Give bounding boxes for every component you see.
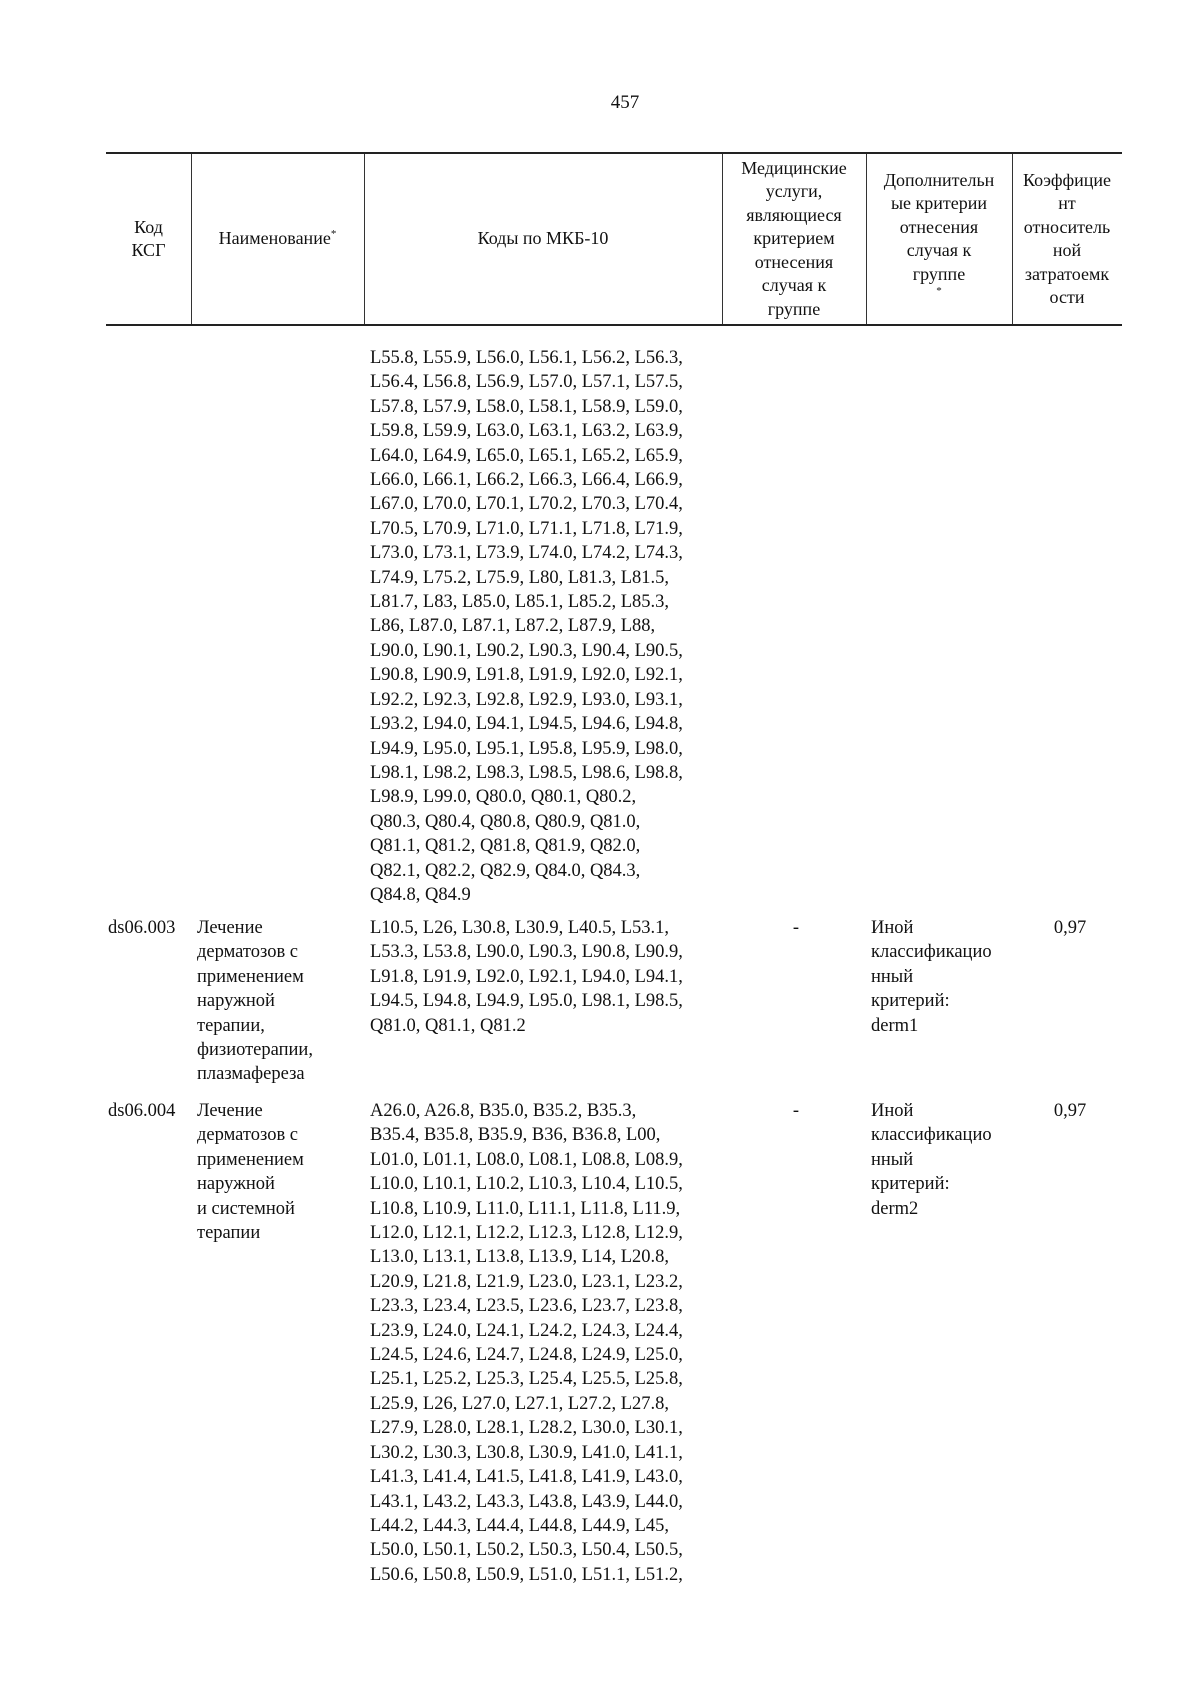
text-line: L57.8, L57.9, L58.0, L58.1, L58.9, L59.0, — [370, 396, 683, 417]
text-line: отнесения — [899, 216, 979, 237]
text-line: относитель — [1023, 216, 1111, 237]
ksg-code: ds06.004 — [108, 1101, 176, 1121]
text-line: L13.0, L13.1, L13.8, L13.9, L14, L20.8, — [370, 1247, 670, 1268]
text-line: L44.2, L44.3, L44.4, L44.8, L44.9, L45, — [370, 1515, 670, 1536]
text-line: L01.0, L01.1, L08.0, L08.1, L08.8, L08.9, — [370, 1149, 683, 1170]
text-line: нный — [871, 1149, 914, 1170]
text-line: и системной — [197, 1198, 295, 1219]
text-line: L10.5, L26, L30.8, L30.9, L40.5, L53.1, — [370, 918, 670, 938]
ksg-name — [197, 916, 362, 1087]
text-line: L23.9, L24.0, L24.1, L24.2, L24.3, L24.4, — [370, 1320, 683, 1341]
text-line: L12.0, L12.1, L12.2, L12.3, L12.8, L12.9, — [370, 1223, 683, 1244]
text-line: L70.5, L70.9, L71.0, L71.1, L71.8, L71.9, — [370, 518, 683, 539]
text-line: L86, L87.0, L87.1, L87.2, L87.9, L88, — [370, 616, 656, 637]
text-line: L10.8, L10.9, L11.0, L11.1, L11.8, L11.9, — [370, 1198, 681, 1219]
text-line: Иной — [871, 1101, 914, 1121]
text-line: затратоемк — [1024, 263, 1110, 284]
text-line: B35.4, B35.8, B35.9, B36, B36.8, L00, — [370, 1125, 661, 1146]
icd-codes — [370, 346, 730, 907]
text-line: L91.8, L91.9, L92.0, L92.1, L94.0, L94.1, — [370, 966, 683, 987]
text-line: L41.3, L41.4, L41.5, L41.8, L41.9, L43.0, — [370, 1467, 683, 1488]
text-line: L64.0, L64.9, L65.0, L65.1, L65.2, L65.9, — [370, 445, 683, 466]
text-line: A26.0, A26.8, B35.0, B35.2, B35.3, — [370, 1101, 637, 1121]
header-code — [106, 154, 191, 324]
text-line: L56.4, L56.8, L56.9, L57.0, L57.1, L57.5, — [370, 372, 683, 393]
text-line: физиотерапии, — [197, 1040, 313, 1061]
text-line: случая к — [761, 275, 827, 296]
text-line: являющиеся — [746, 204, 842, 225]
page-number: 457 — [610, 92, 640, 113]
text-line: L25.1, L25.2, L25.3, L25.4, L25.5, L25.8, — [370, 1369, 683, 1390]
text-line: L55.8, L55.9, L56.0, L56.1, L56.2, L56.3, — [370, 348, 683, 368]
text-line: группе — [767, 298, 821, 319]
header-icd: Коды по МКБ-10 — [477, 228, 609, 249]
text-line: derm1 — [871, 1015, 919, 1036]
text-line: случая к — [906, 240, 972, 260]
text-line: Коэффицие — [1022, 169, 1112, 190]
text-line: L73.0, L73.1, L73.9, L74.0, L74.2, L74.3, — [370, 543, 683, 564]
text-line: применением — [197, 966, 304, 987]
text-line: L74.9, L75.2, L75.9, L80, L81.3, L81.5, — [370, 567, 670, 588]
header-name: Наименование* — [218, 228, 337, 249]
table-header — [106, 152, 1122, 326]
text-line: derm2 — [871, 1198, 919, 1219]
text-line: L25.9, L26, L27.0, L27.1, L27.2, L27.8, — [370, 1393, 670, 1414]
text-line: L67.0, L70.0, L70.1, L70.2, L70.3, L70.4, — [370, 494, 683, 515]
coefficient-value: 0,97 — [1053, 1101, 1087, 1121]
text-line: Q80.3, Q80.4, Q80.8, Q80.9, Q81.0, — [370, 811, 641, 832]
text-line: КСГ — [131, 240, 166, 260]
text-line: терапии — [197, 1223, 261, 1244]
text-line: терапии, — [197, 1015, 265, 1036]
coefficient-value: 0,97 — [1053, 918, 1087, 938]
text-line: L50.0, L50.1, L50.2, L50.3, L50.4, L50.5, — [370, 1540, 683, 1561]
icd-codes — [370, 916, 730, 1038]
criteria-value — [871, 1099, 1021, 1221]
text-line: Q81.0, Q81.1, Q81.2 — [370, 1015, 526, 1036]
text-line: L93.2, L94.0, L94.1, L94.5, L94.6, L94.8, — [370, 714, 683, 735]
text-line: L24.5, L24.6, L24.7, L24.8, L24.9, L25.0, — [370, 1345, 683, 1366]
text-line: L20.9, L21.8, L21.9, L23.0, L23.1, L23.2, — [370, 1271, 683, 1292]
text-line: Дополнительн — [883, 169, 995, 190]
text-line: L81.7, L83, L85.0, L85.1, L85.2, L85.3, — [370, 592, 670, 613]
text-line: наружной — [197, 1174, 275, 1195]
text-line: Код — [134, 216, 163, 237]
text-line: L90.8, L90.9, L91.8, L91.9, L92.0, L92.1, — [370, 665, 683, 686]
services-value: - — [792, 918, 800, 938]
text-line: применением — [197, 1149, 304, 1170]
criteria-value — [871, 916, 1021, 1038]
text-line: L59.8, L59.9, L63.0, L63.1, L63.2, L63.9, — [370, 421, 683, 442]
header-services — [722, 154, 866, 324]
text-line: Q82.1, Q82.2, Q82.9, Q84.0, Q84.3, — [370, 860, 641, 881]
text-line: нт — [1058, 193, 1076, 213]
services-value: - — [792, 1101, 800, 1121]
text-line: ной — [1052, 240, 1082, 260]
text-line: Q84.8, Q84.9 — [370, 884, 471, 905]
text-line: отнесения — [754, 251, 834, 272]
text-line: критерием — [753, 228, 835, 249]
text-line: Иной — [871, 918, 914, 938]
text-line: ости — [1049, 287, 1085, 307]
icd-codes — [370, 1099, 730, 1587]
text-line: L92.2, L92.3, L92.8, L92.9, L93.0, L93.1, — [370, 689, 683, 710]
text-line: L90.0, L90.1, L90.2, L90.3, L90.4, L90.5, — [370, 640, 683, 661]
text-line: Медицинские — [741, 157, 847, 178]
ksg-name — [197, 1099, 362, 1245]
text-line: дерматозов с — [197, 942, 299, 963]
text-line: плазмафереза — [197, 1064, 305, 1085]
text-line: критерий: — [871, 1174, 950, 1195]
text-line: L53.3, L53.8, L90.0, L90.3, L90.8, L90.9, — [370, 942, 683, 963]
text-line: ые критерии — [890, 193, 988, 213]
text-line: нный — [871, 966, 914, 987]
text-line: L23.3, L23.4, L23.5, L23.6, L23.7, L23.8, — [370, 1296, 683, 1317]
text-line: L98.9, L99.0, Q80.0, Q80.1, Q80.2, — [370, 787, 637, 808]
text-line: услуги, — [765, 181, 823, 202]
text-line: L94.5, L94.8, L94.9, L95.0, L98.1, L98.5, — [370, 991, 683, 1012]
text-line: критерий: — [871, 991, 950, 1012]
text-line: L10.0, L10.1, L10.2, L10.3, L10.4, L10.5, — [370, 1174, 683, 1195]
header-criteria: Дополнительн ые критерии отнесения случая к группе * — [883, 169, 995, 297]
text-line: L94.9, L95.0, L95.1, L95.8, L95.9, L98.0, — [370, 738, 683, 759]
ksg-code: ds06.003 — [108, 918, 176, 938]
text-line: Лечение — [197, 918, 263, 938]
text-line: L98.1, L98.2, L98.3, L98.5, L98.6, L98.8, — [370, 762, 683, 783]
text-line: L43.1, L43.2, L43.3, L43.8, L43.9, L44.0, — [370, 1491, 683, 1512]
text-line: L27.9, L28.0, L28.1, L28.2, L30.0, L30.1, — [370, 1418, 683, 1439]
text-line: классификацио — [871, 942, 992, 963]
header-coef — [1012, 154, 1122, 324]
text-line: наружной — [197, 991, 275, 1012]
text-line: Лечение — [197, 1101, 263, 1121]
text-line: L30.2, L30.3, L30.8, L30.9, L41.0, L41.1, — [370, 1442, 683, 1463]
text-line: группе — [912, 263, 966, 284]
text-line: Q81.1, Q81.2, Q81.8, Q81.9, Q82.0, — [370, 836, 641, 857]
text-line: дерматозов с — [197, 1125, 299, 1146]
text-line: классификацио — [871, 1125, 992, 1146]
text-line: L66.0, L66.1, L66.2, L66.3, L66.4, L66.9, — [370, 470, 683, 491]
text-line: L50.6, L50.8, L50.9, L51.0, L51.1, L51.2, — [370, 1564, 683, 1585]
